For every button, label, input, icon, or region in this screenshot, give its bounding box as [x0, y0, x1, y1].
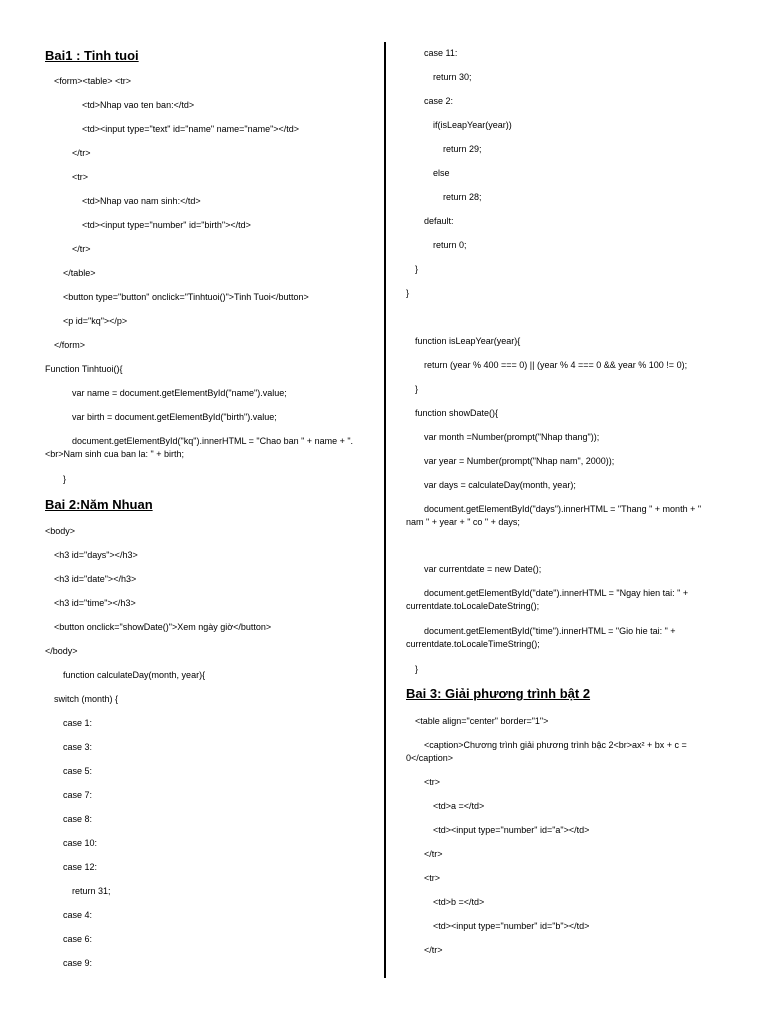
code-line: document.getElementById("time").innerHTML = "Gio hie tai: " + [424, 626, 676, 636]
code-line: document.getElementById("kq").innerHTML = "Chao ban " + name + ". [72, 436, 354, 446]
code-line: case 12: [63, 862, 98, 872]
code-line: case 5: [63, 766, 93, 776]
code-line: <form><table> <tr> [54, 76, 132, 86]
bai2-heading: Bai 2:Năm Nhuan [45, 497, 153, 512]
code-line: return 0; [433, 240, 467, 250]
code-line: </form> [54, 340, 86, 350]
code-line: <td>b =</td> [433, 897, 485, 907]
code-line: <br>Nam sinh cua ban la: " + birth; [45, 449, 185, 459]
code-line: </tr> [72, 244, 91, 254]
code-line: currentdate.toLocaleTimeString(); [406, 639, 540, 649]
code-line: <h3 id="date"></h3> [54, 574, 137, 584]
code-line: } [415, 264, 419, 274]
code-line: <body> [45, 526, 76, 536]
code-line: case 2: [424, 96, 454, 106]
code-line: Function Tinhtuoi(){ [45, 364, 123, 374]
code-line: } [63, 474, 67, 484]
code-line: <td><input type="number" id="b"></td> [433, 921, 590, 931]
code-line: case 6: [63, 934, 93, 944]
code-line: <td><input type="number" id="birth"></td> [82, 220, 251, 230]
code-line: document.getElementById("date").innerHTML = "Ngay hien tai: " + [424, 588, 689, 598]
code-line: <td>Nhap vao ten ban:</td> [82, 100, 195, 110]
code-line: 0</caption> [406, 753, 454, 763]
code-line: </table> [63, 268, 96, 278]
code-line: document.getElementById("days").innerHTML = "Thang " + month + " [424, 504, 702, 514]
code-line: if(isLeapYear(year)) [433, 120, 512, 130]
code-line: var birth = document.getElementById("birth").value; [72, 412, 277, 422]
code-line: var month =Number(prompt("Nhap thang")); [424, 432, 600, 442]
code-line: <td>Nhap vao nam sinh:</td> [82, 196, 201, 206]
code-line: case 4: [63, 910, 93, 920]
code-line: <td><input type="number" id="a"></td> [433, 825, 590, 835]
code-line: return 28; [443, 192, 482, 202]
code-line: case 8: [63, 814, 93, 824]
code-line: <h3 id="days"></h3> [54, 550, 138, 560]
code-line: } [415, 664, 419, 674]
code-line: function calculateDay(month, year){ [63, 670, 206, 680]
code-line: } [406, 288, 410, 298]
code-line: case 7: [63, 790, 93, 800]
code-line: </tr> [424, 849, 443, 859]
code-line: var name = document.getElementById("name").value; [72, 388, 287, 398]
code-line: <tr> [72, 172, 89, 182]
code-line: <p id="kq"></p> [63, 316, 128, 326]
bai3-heading: Bai 3: Giải phương trình bật 2 [406, 686, 591, 701]
code-line: <button onclick="showDate()">Xem ngày giờ</button> [54, 622, 272, 632]
code-line: <td><input type="text" id="name" name="name"></td> [82, 124, 300, 134]
code-line: <td>a =</td> [433, 801, 485, 811]
code-line: case 3: [63, 742, 93, 752]
code-line: <button type="button" onclick="Tinhtuoi()">Tinh Tuoi</button> [63, 292, 309, 302]
code-line: case 1: [63, 718, 93, 728]
code-line: </tr> [72, 148, 91, 158]
bai1-heading: Bai1 : Tinh tuoi [45, 48, 139, 63]
code-line: <caption>Chương trình giải phương trình bậc 2<br>ax² + bx + c = [424, 740, 687, 750]
code-line: <table align="center" border="1"> [415, 716, 549, 726]
code-line: return 31; [72, 886, 111, 896]
right-column [386, 0, 768, 1024]
code-line: <tr> [424, 777, 441, 787]
code-line: return 30; [433, 72, 472, 82]
code-line: var currentdate = new Date(); [424, 564, 542, 574]
code-line: var days = calculateDay(month, year); [424, 480, 576, 490]
code-line: case 11: [424, 48, 458, 58]
code-line: <tr> [424, 873, 441, 883]
code-line: function showDate(){ [415, 408, 499, 418]
code-line: nam " + year + " co " + days; [406, 517, 520, 527]
code-line: else [433, 168, 450, 178]
code-line: var year = Number(prompt("Nhap nam", 2000)); [424, 456, 615, 466]
code-line: return (year % 400 === 0) || (year % 4 === 0 && year % 100 != 0); [424, 360, 688, 370]
code-line: function isLeapYear(year){ [415, 336, 521, 346]
code-line: switch (month) { [54, 694, 119, 704]
code-line: </body> [45, 646, 78, 656]
code-line: </tr> [424, 945, 443, 955]
code-line: default: [424, 216, 454, 226]
code-line: } [415, 384, 419, 394]
code-line: return 29; [443, 144, 482, 154]
code-line: case 9: [63, 958, 93, 968]
code-line: currentdate.toLocaleDateString(); [406, 601, 540, 611]
code-line: case 10: [63, 838, 98, 848]
code-line: <h3 id="time"></h3> [54, 598, 136, 608]
